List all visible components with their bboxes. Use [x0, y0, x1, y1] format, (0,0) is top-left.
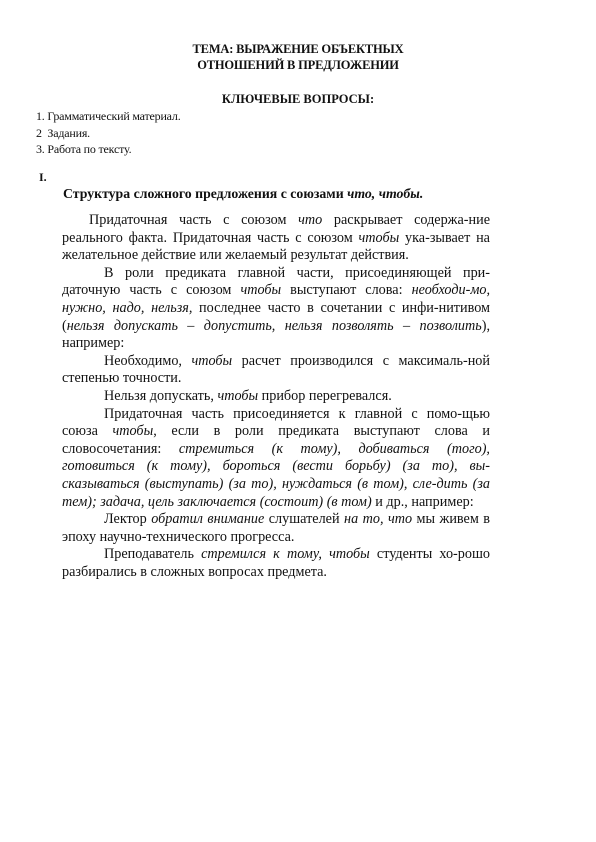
italic-run: необходи-мо, нужно, надо, нельзя, [62, 282, 491, 316]
text-run: Лектор [104, 511, 152, 528]
italic-run: обратил внимание [151, 511, 265, 528]
text-run: Придаточная часть с союзом [89, 212, 299, 228]
list-item: 2 Задания. [36, 125, 90, 140]
italic-run: что [298, 212, 323, 228]
list-item: 1. Грамматический материал. [36, 109, 181, 123]
body-text [62, 212, 490, 581]
text-run: раскрывает содержа-ние реального факта. Придаточная часть с союзом [62, 212, 490, 246]
paragraph-5 [62, 406, 490, 512]
section-heading-italic: что, чтобы. [347, 186, 424, 201]
italic-run: чтобы [217, 387, 259, 404]
italic-run: стремился к тому, чтобы [201, 546, 370, 563]
topic-title-line-1: ТЕМА: ВЫРАЖЕНИЕ ОБЪЕКТНЫХ [192, 42, 404, 56]
text-run: и др., например: [371, 493, 474, 510]
text-run: , если в роли предиката выступают слова и словосочетания: [62, 423, 490, 457]
text-run: Необходимо, [104, 352, 192, 369]
italic-run: нельзя допускать – допустить, нельзя позволять – позволить [66, 317, 482, 334]
paragraph-3 [62, 353, 490, 388]
text-run: слушателей [264, 511, 345, 528]
key-questions-heading: КЛЮЧЕВЫЕ ВОПРОСЫ: [221, 92, 375, 106]
section-heading [63, 185, 423, 203]
topic-title-line-2: ОТНОШЕНИЙ В ПРЕДЛОЖЕНИИ [197, 58, 399, 72]
section-heading-text: Структура сложного предложения с союзами [63, 186, 348, 201]
text-run: последнее часто в сочетании с инфи-нитивом ( [62, 299, 491, 334]
text-run: Нельзя допускать, [104, 387, 218, 404]
italic-run: чтобы [191, 352, 233, 369]
paragraph-7 [62, 546, 490, 581]
text-run: расчет производился с максималь-ной степенью точности. [62, 352, 490, 387]
text-run: Придаточная часть присоединяется к главной с помо-щью союза [62, 405, 490, 440]
italic-run: чтобы [358, 229, 400, 246]
italic-run: на то, что [344, 511, 413, 528]
key-questions-list [36, 108, 181, 158]
text-run: Преподаватель [104, 546, 202, 563]
paragraph-6 [62, 511, 490, 546]
italic-run: чтобы [112, 423, 154, 440]
text-run: выступают слова: [281, 282, 412, 299]
text-run: В роли предиката главной части, присоединяющей при-даточную часть с союзом [62, 264, 490, 299]
text-run: прибор перегревался. [258, 387, 392, 404]
italic-run: чтобы [240, 282, 282, 299]
paragraph-4 [62, 388, 490, 406]
text-run: ), например: [62, 317, 490, 352]
text-run: студенты хо-рошо разбирались в сложных вопросах предмета. [62, 546, 490, 580]
paragraph-1 [62, 212, 490, 265]
italic-run: стремиться (к тому), добиваться (того), готовиться (к тому), бороться (вести борьбу) (за то), вы-сказываться (выступать) (за то), нуждаться (в том), сле-дить (за тем); задача, цель заключается (состоит) (в том) [62, 440, 490, 510]
text-run: ука-зывает на желательное действие или желаемый результат действия. [62, 229, 490, 264]
section-number: I. [39, 170, 47, 184]
text-run: мы живем в эпоху научно-технического прогресса. [62, 511, 490, 545]
paragraph-2 [62, 265, 490, 353]
list-item: 3. Работа по тексту. [36, 142, 132, 156]
